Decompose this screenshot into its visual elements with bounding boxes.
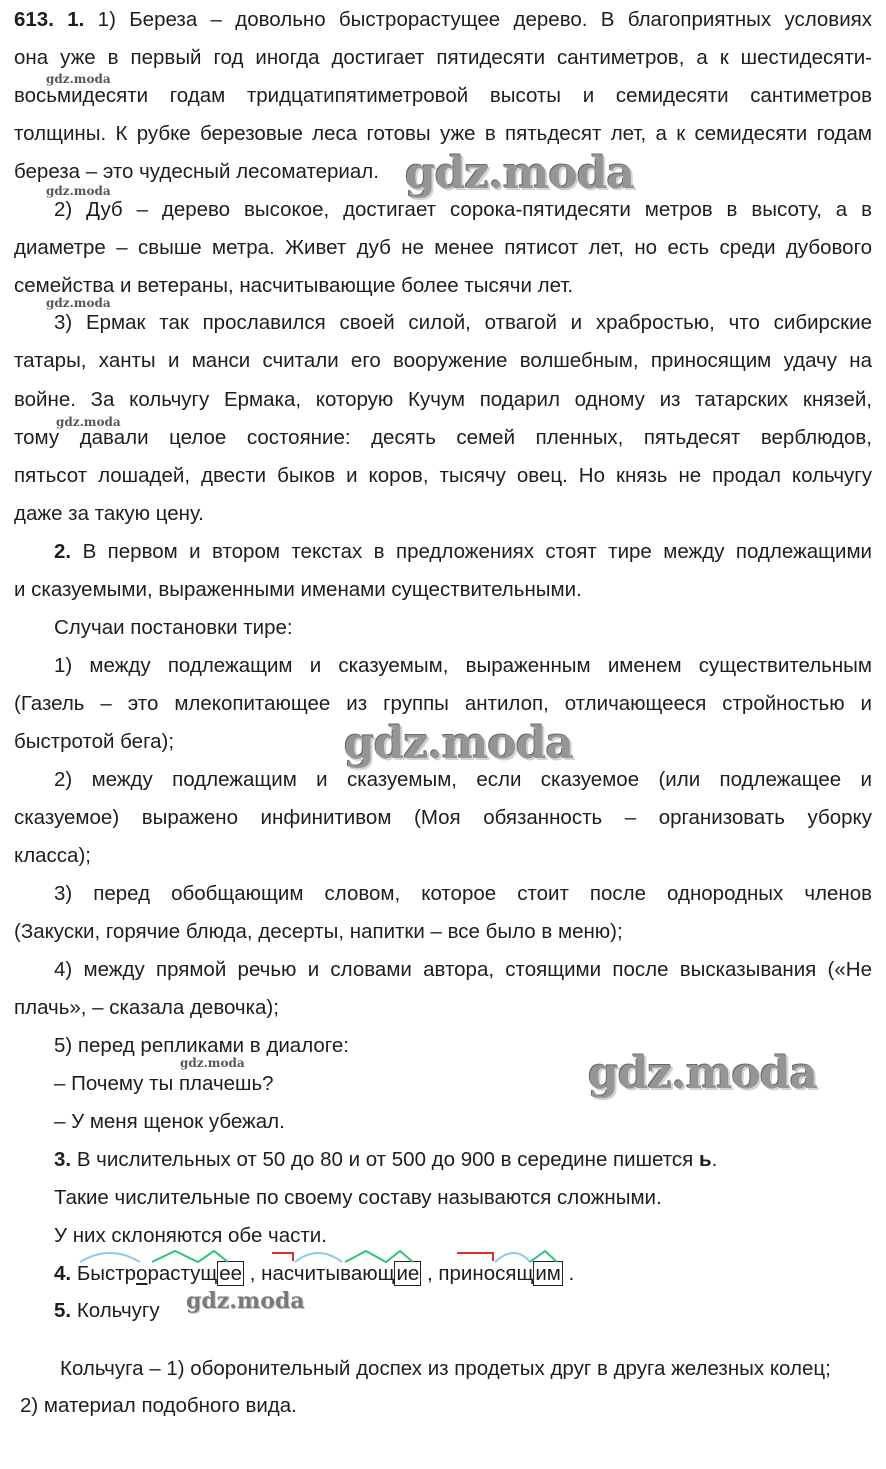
watermark: gdz.moda <box>588 1048 818 1099</box>
text-line: диаметре – свыше метра. Живет дуб не менее пятисот лет, но есть среди дубового <box>14 236 872 259</box>
text-line: 4) между прямой речью и словами автора, стоящими после высказывания («Не <box>54 958 872 981</box>
answer-line <box>54 540 872 564</box>
text-line: 3) Ермак так прославился своей силой, отвагой и храбростью, что сибирские <box>54 311 872 334</box>
ending-box: ее <box>219 1262 243 1285</box>
watermark-small: gdz.moda <box>46 296 111 310</box>
text-line: тому давали целое состояние: десять семей пленных, пятьдесят верблюдов, <box>14 426 872 449</box>
text-line: (Газель – это млекопитающее из группы антилоп, отличающееся стройностью и <box>14 692 872 715</box>
answer-line <box>54 1148 717 1172</box>
definition-line: 2) материал подобного вида. <box>20 1394 297 1417</box>
dialogue-line: – Почему ты плачешь? <box>54 1072 274 1095</box>
root-arc <box>295 1253 342 1262</box>
exercise-number: 613. <box>14 8 54 31</box>
watermark-small: gdz.moda <box>180 1056 245 1070</box>
word: Кольчугу <box>76 1299 160 1322</box>
text-line: (Закуски, горячие блюда, десерты, напитки – все было в меню); <box>14 920 623 943</box>
watermark-small: gdz.moda <box>56 415 121 429</box>
text-line: 1) между подлежащим и сказуемым, выраженным именем существительным <box>54 654 872 677</box>
text-line: татары, ханты и манси считали его вооружение волшебным, приносящим удачу на <box>14 349 872 372</box>
text-line: 2) между подлежащим и сказуемым, если сказуемое (или подлежащее и <box>54 768 872 791</box>
separator: , <box>244 1262 262 1285</box>
text-line: У них склоняются обе части. <box>54 1224 327 1247</box>
text-line: пятьсот лошадей, двести быков и коров, тысячу овец. Но князь не продал кольчугу <box>14 464 872 487</box>
text-line: плачь», – сказала девочка); <box>14 996 279 1019</box>
text-line: сказуемое) выражено инфинитивом (Моя обязанность – организовать уборку <box>14 806 872 829</box>
word-bystrorastushchee: Быстрорастущее <box>76 1262 243 1285</box>
text-line: береза – это чудесный лесоматериал. <box>14 160 379 183</box>
part-number: 3. <box>54 1148 72 1171</box>
part-number: 5. <box>54 1299 72 1322</box>
answer-line <box>54 1299 160 1323</box>
text-line: семейства и ветераны, насчитывающие более тысячи лет. <box>14 274 574 297</box>
part-number: 2. <box>54 540 72 563</box>
watermark: gdz.moda <box>344 718 574 769</box>
prefix-mark <box>457 1253 493 1261</box>
text-line: класса); <box>14 844 91 867</box>
dialogue-line: – У меня щенок убежал. <box>54 1110 285 1133</box>
separator: , <box>421 1262 439 1285</box>
text-line: восьмидесяти годам тридцатипятиметровой высоты и семидесяти сантиметров <box>14 84 872 107</box>
text-line: даже за такую цену. <box>14 502 204 525</box>
text-line: В первом и втором текстах в предложениях стоят тире между подлежащими <box>82 540 873 563</box>
word-naschityvayushchie: насчитывающие <box>261 1262 420 1285</box>
soft-sign: ь <box>698 1148 712 1171</box>
text-line: толщины. К рубке березовые леса готовы уже в пятьдесят лет, а к семидесяти годам <box>14 122 872 145</box>
period: . <box>711 1148 718 1171</box>
definition-line: Кольчуга – 1) оборонительный доспех из продетых друг в друга железных колец; <box>60 1357 831 1380</box>
watermark: gdz.moda <box>405 148 635 199</box>
answer-line <box>14 8 872 32</box>
text-line: Случаи постановки тире: <box>54 616 293 639</box>
text-line: 1) Береза – довольно быстрорастущее дерево. В благоприятных условиях <box>97 8 872 31</box>
text-line: войне. За кольчугу Ермака, которую Кучум подарил одному из татарских князей, <box>14 388 872 411</box>
text-line: она уже в первый год иногда достигает пятидесяти сантиметров, а к шестидесяти- <box>14 46 872 69</box>
text-line: В числительных от 50 до 80 и от 500 до 900 в середине пишется <box>76 1148 699 1171</box>
watermark-small: gdz.moda <box>46 72 111 86</box>
ending-box: им <box>535 1262 561 1285</box>
text-line: Такие числительные по своему составу называются сложными. <box>54 1186 662 1209</box>
ending-box: ие <box>396 1262 420 1285</box>
text-line: быстротой бега); <box>14 730 175 753</box>
prefix-mark <box>272 1253 293 1261</box>
word-prinosyashchim: приносящим <box>438 1262 561 1285</box>
text-line: и сказуемыми, выраженными именами существительными. <box>14 578 582 601</box>
part-number: 4. <box>54 1262 72 1285</box>
watermark: gdz.moda <box>186 1288 305 1314</box>
part-number: 1. <box>67 8 85 31</box>
stressed-vowel: о <box>136 1262 148 1285</box>
root-arc <box>80 1253 140 1262</box>
root-arc <box>495 1253 530 1262</box>
watermark-small: gdz.moda <box>46 184 111 198</box>
morpheme-answer-line <box>54 1262 574 1286</box>
separator: . <box>562 1262 575 1285</box>
text-line: 2) Дуб – дерево высокое, достигает сорока-пятидесяти метров в высоту, а в <box>54 198 872 221</box>
text-line: 3) перед обобщающим словом, которое стоит после однородных членов <box>54 882 872 905</box>
text-line: 5) перед репликами в диалоге: <box>54 1034 349 1057</box>
